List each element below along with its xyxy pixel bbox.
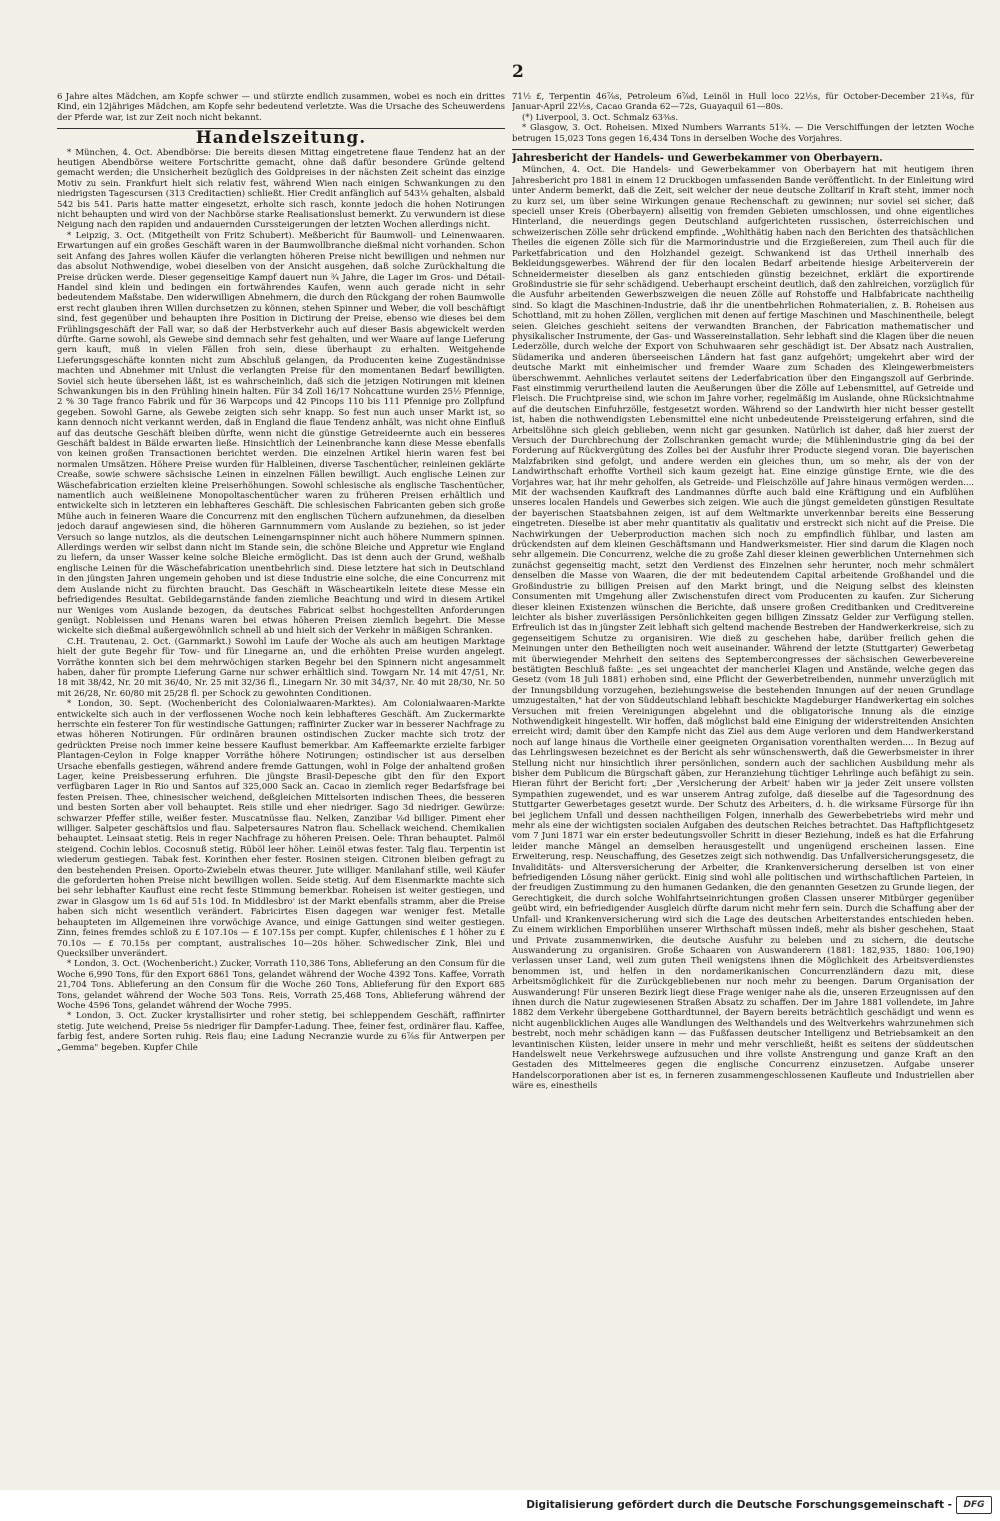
article-title: Jahresbericht der Handels- und Gewerbekammer von Oberbayern. [512,153,883,165]
article-paragraph: * Glasgow, 3. Oct. Roheisen. Mixed Numbers Warrants 51¾. — Die Verschiffungen der letzten Woche betrugen 15,023 Tons gegen 16,434 Tons in derselben Woche des Vorjahres. [512,123,974,144]
right-column [512,92,974,1477]
dfg-logo: DFG [956,1496,992,1514]
footer-credit: Digitalisierung gefördert durch die Deutsche Forschungsgemeinschaft - [526,1499,952,1511]
article-paragraph: (*) Liverpool, 3. Oct. Schmalz 63⅜s. [522,112,679,123]
footer-bar [0,1490,1000,1521]
section-title: Handelszeitung. [195,128,367,149]
article-paragraph: * London, 30. Sept. (Wochenbericht des Colonialwaaren-Marktes). Am Colonialwaaren-Markte entwickelte sich auch in der verflossenen Woche noch kein lebhafteres Geschäft. Am Zuckermarkte herrschte ein festerer Ton für westindische Gattungen; raffinirter Zucker war in besserer Nachfrage zu etwas höheren Notirungen. Für ordinären braunen ostindischen Zucker machte sich trotz der gedrückten Preise noch immer keine bessere Kauflust bemerkbar. Am Kaffeemarkte erzielte farbiger Plantagen-Ceylon in Folge knapper Vorräthe höhere Notirungen; ostindischer ist aus derselben Ursache ebenfalls gestiegen, während andere fremde Gattungen, wohl in Folge der anhaltend großen Lager, keine Preisbesserung erfuhren. Die jüngste Brasil-Depesche gibt den für den Export verfügbaren Lager in Rio und Santos auf 325,000 Sack an. Cacao in ziemlich reger Bedarfsfrage bei festen Preisen. Thee, chinesischer weichend, deßgleichen Mittelsorten indischen Thees, die besseren und besten Sorten aber voll behauptet. Reis stille und eher niedriger. Sago 3d niedriger. Gewürze: schwarzer Pfeffer stille, weißer fester. Muscatnüsse flau. Nelken, Zanzibar ⅛d billiger. Piment eher williger. Salpeter geschäftslos und flau. Salpetersaures Natron flau. Schellack weichend. Chemikalien behauptet. Leinsaat stetig. Reis in reger Nachfrage zu höheren Preisen. Oele: Thran behauptet. Palmöl steigend. Cochin leblos. Cocosnuß stetig. Rüböl leer höher. Leinöl etwas fester. Talg flau. Terpentin ist wiederum gestiegen. Tabak fest. Korinthen eher fester. Rosinen steigen. Citronen bleiben gefragt zu den bestehenden Preisen. Oporto-Zwiebeln etwas theurer. Jute williger. Manilahanf stille, weil Käufer die geforderten hohen Preise nicht bewilligen wollen. Seide stetig. Auf dem Eisenmarkte machte sich bei sehr lebhafter Kauflust eine recht feste Stimmung bemerkbar. Roheisen ist weiter gestiegen, und zwar in Glasgow um 1s 6d auf 51s 10d. In Middlesbro' ist der Markt ebenfalls stramm, aber die Preise haben sich nicht wesentlich verändert. Fabricirtes Eisen dagegen war weniger fest. Metalle behaupteten im Allgemeinen ihre vorwöchige Avance, und einige Gattungen sind weiter gestiegen. Zinn, feines fremdes schloß zu £ 107.10s — £ 107.15s per compt. Kupfer, chilenisches £ 1 höher zu £ 70.10s — £ 70.15s per comptant, australisches 10—20s höher. Schwedischer Zink, Blei und Quecksilber unverändert. [57,699,505,959]
divider [512,149,974,150]
article-paragraph: 71½ £, Terpentin 46⅞s, Petroleum 6⅞d, Leinöl in Hull loco 22½s, für October-December 21¾s, für Januar-April 22½s, Cacao Granda 62—72s, Guayaquil 61—80s. [512,92,974,113]
article-paragraph: C.H. Trautenau, 2. Oct. (Garnmarkt.) Sowohl im Laufe der Woche als auch am heutigen Marktage hielt der gute Begehr für Tow- und für Linegarne an, und die erhöhten Preise wurden angelegt. Vorräthe konnten sich bei dem mehrwöchigen starken Begehr bei den Spinnern nicht angesammelt haben, daher für prompte Lieferung Garne nur schwer erhältlich sind. Towgarn Nr. 14 mit 47/51, Nr. 18 mit 38/42, Nr. 20 mit 36/40, Nr. 25 mit 32/36 fl., Linegarn Nr. 30 mit 34/37, Nr. 40 mit 28/30, Nr. 50 mit 26/28, Nr. 60/80 mit 25/28 fl. per Schock zu gewohnten Conditionen. [57,636,505,699]
intro-paragraph: 6 Jahre altes Mädchen, am Kopfe schwer — und stürzte endlich zusammen, wobei es noch ein drittes Kind, ein 12jähriges Mädchen, am Kopfe sehr bedeutend verletzte. Was die Ursache des Scheuwerdens der Pferde war, ist zur Zeit noch nicht bekannt. [57,92,505,123]
article-paragraph: * London, 3. Oct. (Wochenbericht.) Zucker, Vorrath 110,386 Tons, Ablieferung an den Consum für die Woche 6,990 Tons, für den Export 6861 Tons, gelandet während der Woche 4392 Tons. Kaffee, Vorrath 21,704 Tons. Ablieferung an den Consum für die Woche 260 Tons, Ablieferung für den Export 685 Tons, gelandet während der Woche 503 Tons. Reis, Vorrath 25,468 Tons, Ablieferung während der Woche 4596 Tons, gelandet während der Woche 7995. [57,959,505,1011]
article-paragraph: München, 4. Oct. Die Handels- und Gewerbekammer von Oberbayern hat mit heutigem ihren Jahresbericht pro 1881 in einem 12 Druckbogen umfassenden Bande veröffentlicht. In der Einleitung wird unter Anderm bemerkt, daß die Zeit, seit welcher der neue deutsche Zolltarif in Kraft steht, immer noch zu kurz sei, um über seine Wirkungen genaue Rechenschaft zu gewinnen; nur soviel sei sicher, daß speciell unser Kreis (Oberbayern) allseitig von fremden Gebieten umschlossen, und ohne eigentliches Hinterland, die neuerdings gegen Deutschland aufgerichteten russischen, österreichischen und schweizerischen Zölle sehr drückend empfinde. „Wohlthätig haben nach den Berichten des thatsächlichen Theiles die eigenen Zölle sich für die Marmorindustrie und die Erzgießereien, zum Theil auch für die Parketfabrication und den Holzhandel gezeigt. Schwankend ist das Urtheil innerhalb des Bekleidungsgewerbes. Während der für den localen Bedarf arbeitende hiesige Arbeiterverein der Schneidermeister dieselben als ganz entschieden günstig bezeichnet, erklärt die exportirende Großindustrie sie für sehr schädigend. Ueberhaupt erscheint deutlich, daß den zahlreichen, vorzüglich für die Ausfuhr arbeitenden Gewerbszweigen die neuen Zölle auf Rohstoffe und Halbfabricate nachtheilig sind. So klagt die Maschinen-Industrie, daß ihr die unentbehrlichen Rohmaterialien, z. B. Roheisen aus Schottland, mit zu hohen Zöllen, verglichen mit denen auf fertige Maschinen und Maschinentheile, belegt seien. Gleiches geschieht seitens der verwandten Branchen, der Fabrication mathematischer und physikalischer Instrumente, der Gas- und Wassereinstallation. Sehr lebhaft sind die Klagen über die neuen Lederzölle, durch welche der Export von Schuhwaaren sehr geschädigt ist. Der Absatz nach Australien, Südamerika und anderen überseeischen Ländern hat fast ganz aufgehört; umgekehrt aber wird der deutsche Markt mit einheimischer und fremder Waare zum Schaden des Kleingewerbmeisters überschwemmt. Aehnliches verlautet seitens der Lederfabrication über den Eingangszoll auf Gerbrinde. Fast einstimmig verurtheilend lauten die Aeußerungen über die Zölle auf Lebensmittel, auf Getreide und Fleisch. Die Fruchtpreise sind, wie schon im Jahre vorher, regelmäßig im Auslande, ohne Rücksichtnahme auf die deutschen Einfuhrzölle, festgesetzt worden. Während so der Landwirth hier nicht besser gestellt ist, haben die nothwendigsten Lebensmittel eine nicht unbedeutende Preissteigerung erfahren, sind die Arbeitslöhne sich gleich geblieben, wenn nicht gar gesunken. Natürlich ist daher, daß hier zuerst der Versuch der Durchbrechung der Zollschranken gemacht wurde; die Mühlenindustrie ging da bei der Forderung auf Rückvergütung des Zolles bei der Ausfuhr ihrer Producte siegend voran. Die bayerischen Malzfabriken sind gefolgt, und andere werden ein gleiches thun, um so mehr, als der von der Landwirthschaft erhoffte Vortheil sich kaum gezeigt hat. Eine einzige günstige Ernte, wie die des Vorjahres war, hat ihr mehr geholfen, als Getreide- und Fleischzölle auf Jahre hinaus vermögen werden.... Mit der wachsenden Kaufkraft des Landmannes dürfte auch bald eine Kräftigung und ein Aufblühen unseres localen Handels und Gewerbes sich zeigen. Wie auch die jüngst gemeldeten günstigen Resultate der bayerischen Staatsbahnen zeigen, ist auf dem Weltmarkte unverkennbar bereits eine Besserung eingetreten. Dieselbe ist aber mehr quantitativ als qualitativ und erstreckt sich nicht auf die Preise. Die Nachwirkungen der Ueberproduction machen sich noch zu empfindlich fühlbar, und lasten am drückendsten auf dem kleinen Geschäftsmann und Handwerksmeister. Hier sind darum die Klagen noch sehr allgemein. Die Concurrenz, welche die zu große Zahl dieser kleinen gewerblichen Unternehmen sich zunächst gegenseitig macht, setzt den Verdienst des Einzelnen sehr herunter, noch mehr schmälert denselben die Masse von Waaren, die der mit bedeutendem Capital arbeitende Großhandel und die Großindustrie zu billigen Preisen auf den Markt bringt, und die Neigung selbst des kleinsten Consumenten mit Umgehung aller Zwischenstufen direct vom Producenten zu kaufen. Zur Sicherung dieser kleinen Existenzen wünschen die Berichte, daß unsere großen Creditbanken und Creditvereine leichter als bisher zuverlässigen Persönlichkeiten gegen billigen Zinssatz Gelder zur Verfügung stellen. Erfreulich ist das in jüngster Zeit lebhaft sich geltend machende Bestreben der Handwerkerkreise, sich zu gegenseitigem Schutze zu organisiren. Wie dieß zu geschehen habe, darüber freilich gehen die Meinungen unter den Betheiligten noch weit auseinander. Während der letzte (Stuttgarter) Gewerbetag mit überwiegender Mehrheit den seitens des Septembercongresses der sächsischen Gewerbevereine bestätigten Beschluß faßte: „es sei ungeachtet der mancherlei Klagen und Anstände, welche gegen das Gesetz (vom 18 Juli 1881) erhoben sind, eine Pflicht der Gewerbetreibenden, nunmehr unverzüglich mit der Innungsbildung vorzugehen, beziehungsweise die bestehenden Innungen auf der neuen Grundlage umzugestalten," hat der von Süddeutschland lebhaft beschickte Magdeburger Handwerkertag ein solches Versuchen mit freien Vereinigungen abgelehnt und die obligatorische Innung als die einzige Nothwendigkeit hingestellt. Wir hoffen, daß möglichst bald eine Einigung der widerstreitenden Ansichten erreicht wird; damit über den Kampfe nicht das Ziel aus dem Auge verloren und dem Handwerkerstand noch auf lange hinaus die Vortheile einer geeigneten Organisation vorenthalten werden.... In Bezug auf das Lehrlingswesen bezeichnet es der Bericht als sehr wünschenswerth, daß die Gewerbsmeister in ihrer Stellung nicht nur hinsichtlich ihrer persönlichen, sondern auch der sachlichen Ausbildung mehr als bisher dem Publicum die Bürgschaft gäben, zur Heranziehung tüchtiger Lehrlinge auch befähigt zu sein. Hieran führt der Bericht fort: „Der ‚Versicherung der Arbeit' haben wir ja jeder Zeit unsere vollsten Sympathien zugewendet, und es war unserem Antrag zufolge, daß dieselbe auf die Tagesordnung des Stuttgarter Gewerbetages gesetzt wurde. Der Schutz des Arbeiters, d. h. die wirksame Fürsorge für ihn bei jeglichem Unfall und dessen nachtheiligen Folgen, innerhalb des Gewerbebetriebs wird mehr und mehr als eine der wichtigsten socialen Aufgaben des deutschen Reiches betrachtet. Das Haftpflichtgesetz vom 7 Juni 1871 war ein erster bedeutungsvoller Schritt in dieser Beziehung, indeß es hat die Erfahrung leider manche Mängel an demselben herausgestellt und ungenügend erscheinen lassen. Eine Erweiterung, resp. Neuschaffung, des Gesetzes zeigt sich nothwendig. Das Unfallversicherungsgesetz, die Invaliditäts- und Altersversicherung der Arbeiter, die Krankenversicherung derselben ist von einer befriedigenden Lösung näher gerückt. Einig sind wohl alle politischen und wirthschaftlichen Parteien, in der freudigen Zustimmung zu den humanen Gedanken, die den genannten Gesetzen zu Grunde liegen, der Gerechtigkeit, die durch solche Wohlfahrtseinrichtungen großen Classen unserer Mitbürger gegenüber geübt wird, ein befriedigender Ausgleich dürfte darum nicht mehr fern sein. Durch die Schaffung aber der Unfall- und Krankenversicherung wird sich die Lage des deutschen Arbeiterstandes entschieden heben. Zu einem wirklichen Emporblühen unserer Wirthschaft müssen indeß, mehr als bisher geschehen, Staat und Private zusammenwirken, die deutsche Ausfuhr zu beleben und zu sichern, die deutsche Auswanderung zu organisiren. Große Schaaren von Auswanderern (1881: 182,935, 1880: 106,190) verlassen unser Land, weil zum guten Theil wenigstens ihnen die Möglichkeit des Arbeitsverdienstes benommen ist, und helfen in den nordamerikanischen Concurrenzländern dazu mit, diese Arbeitsmöglichkeit für die Zurückgebliebenen nur noch mehr zu beengen. Darum Organisation der Auswanderung! Für unseren Bezirk liegt diese Frage weniger nahe als die, unseren Erzeugnissen auf den ihnen durch die Natur zugewiesenen Straßen Absatz zu schaffen. Der im Jahre 1881 vollendete, im Jahre 1882 dem Verkehr übergebene Gotthardtunnel, der Bayern bereits beträchtlich geschädigt und wenn es nicht augenblicklichen Auges alle Wandlungen des Welthandels und des Weltverkehrs wahrzunehmen sich bestrebt, noch mehr schädigen kann — das Fußfassen deutscher Intelligenz und Betriebsamkeit an den levantinischen Küsten, leider unsere in mehr und mehr verschließt, heißt es seitens der süddeutschen Handelswelt neue Verkehrswege aufzusuchen und ihre vollste Anstrengung und ganze Kraft an den Gestaden des Mittelmeeres gegen die englische Concurrenz einzusetzen. Aufgabe unserer Handelscorporationen aber ist es, in ferneren zusammengeschlossenen Kaufleute und Industriellen aber wäre es, einestheils [512,165,974,1092]
article-paragraph: * Leipzig, 3. Oct. (Mitgetheilt von Fritz Schubert). Meßbericht für Baumwoll- und Leinenwaaren. Erwartungen auf ein großes Geschäft waren in der Baumwollbranche dießmal nicht vorhanden. Schon seit Anfang des Jahres wollen Käufer die verlangten höheren Preise nicht bewilligen und nehmen nur das absolut Nothwendige, wobei dieselben von der Ansicht ausgehen, daß solche Zurückhaltung die Preise drücken werde. Dieser gegenseitige Kampf dauert nun ¾ Jahre, die Lager im Gros- und Détail-Handel sind klein und bedingen ein fortwährendes Kaufen, wenn auch gerade nicht in sehr bedeutendem Maßstabe. Den widerwilligen Abnehmern, die durch den Rückgang der rohen Baumwolle erst recht glauben ihren Willen durchsetzen zu können, stehen Spinner und Weber, die voll beschäftigt sind, fest gegenüber und behaupten ihre Position in Dictirung der Preise, ebenso wie dieses bei dem Frühlingsgeschäft der Fall war, so daß der Herbstverkehr auch auf dieser Basis abgewickelt werden dürfte. Garne sowohl, als Gewebe sind demnach sehr fest gehalten, und wer Waare auf lange Lieferung gern kauft, muß in vielen Fällen froh sein, diese überhaupt zu erhalten. Weitgehende Lieferungsgeschäfte konnten nicht zum Abschluß gelangen, da Producenten keine Zugeständnisse machten und Abnehmer mit Unlust die verlangten Preise für den momentanen Bedarf bewilligten. Soviel sich heute übersehen läßt, ist es wahrscheinlich, daß sich die jetzigen Notirungen mit kleinen Schwankungen bis in den Frühling hinein halten. Für 34 Zoll 16/17 Nohcattune wurden 25½ Pfennige, 2 % 30 Tage franco Fabrik und für 36 Warpcops und 42 Pincops 110 bis 111 Pfennige pro Zollpfund gegeben. Sowohl Garne, als Gewebe zeigten sich sehr knapp. So fest nun auch unser Markt ist, so kann dennoch nicht verkannt werden, daß in England die flaue Tendenz anhält, was nicht ohne Einfluß auf das deutsche Geschäft bleiben dürfte, wenn nicht die günstige Getreideernte auch ein besseres Geschäft baldest in Bälde erwarten ließe. Hinsichtlich der Leinenbranche kann diese Messe ebenfalls von keinen großen Transactionen berichtet werden. Die einzelnen Artikel hierin waren fest bei normalen Umsätzen. Höhere Preise wurden für Halbleinen, diverse Taschentücher, reinleinen geklärte Creaße, sowie schwere sächsische Leinen in einzelnen Fällen bewilligt. Auch englische Leinen zur Wäschefabrication erzielten kleine Preiserhöhungen. Sowohl schlesische als englische Taschentücher, namentlich auch weißleinene Monopoltaschentücher waren zu früheren Preisen erhältlich und entwickelte sich in letzteren ein lebhafteres Geschäft. Die schlesischen Fabricanten geben sich große Mühe auch in feineren Waare die Concurrenz mit den englischen Tüchern aufzunehmen, da dieselben jedoch darauf angewiesen sind, die höheren Garnnummern vom Auslande zu beziehen, so ist jeder Versuch so lange nutzlos, als die deutschen Leinengarnspinner nicht auch höhere Nummern spinnen. Allerdings werden wir selbst dann nicht im Stande sein, die schöne Bleiche und Appretur wie England zu liefern, da unser Wasser keine solche Bleiche ermöglicht. Das ist denn auch der Grund, weßhalb englische Leinen für die Wäschefabrication unentbehrlich sind. Diese letztere hat sich in Deutschland in den jüngsten Jahren ungemein gehoben und ist diese Industrie eine solche, die eine Concurrenz mit dem Auslande nicht zu fürchten braucht. Das Geschäft in Wäscheartikeln leitete diese Messe ein befriedigendes Resultat. Gebildegarnstände fanden ziemliche Beachtung und wird in diesem Artikel nur Weniges vom Auslande bezogen, da deutsches Fabricat selbst hochgestellten Anforderungen genügt. Nobleissen und Henans waren bei etwas höheren Preisen ziemlich begehrt. Die Messe wickelte sich dießmal außergewöhnlich schnell ab und hielt sich der Verkehr in mäßigen Schranken. [57,230,505,637]
page-number: 2 [512,62,524,82]
article-paragraph: * London, 3. Oct. Zucker krystallisirter und roher stetig, bei schleppendem Geschäft, raffinirter stetig. Jute weichend, Preise 5s niedriger für Dampfer-Ladung. Thee, feiner fest, ordinärer flau. Kaffee, farbig fest, andere Sorten ruhig. Reis flau; eine Ladung Necranzie wurde zu 6⅞s für Antwerpen per „Gemma" begeben. Kupfer Chile [57,1011,505,1053]
left-column [57,92,505,1477]
article-paragraph: * München, 4. Oct. Abendbörse: Die bereits diesen Mittag eingetretene flaue Tendenz hat an der heutigen Abendbörse weitere Fortschritte gemacht, ohne daß dafür besondere Gründe geltend gemacht werden; die Unsicherheit bezüglich des Goldpreises in der nächsten Zeit scheint das einzige Motiv zu sein. Frankfurt hielt sich relativ fest, während Wien nach einigen Schwankungen zu den niedrigsten Tagescursen (313 Creditactien) schließt. Hier Credit anfänglich auf 543¼ gehalten, alsbald 542 bis 541. Paris hatte matter eingesetzt, erholte sich rasch, konnte jedoch die hohen Notirungen nicht behaupten und wird von der Nachbörse starke Realisationslust bemerkt. Zu verwundern ist diese Neigung nach den rapiden und andauernden Curssteigerungen der letzten Wochen allerdings nicht. [57,147,505,231]
